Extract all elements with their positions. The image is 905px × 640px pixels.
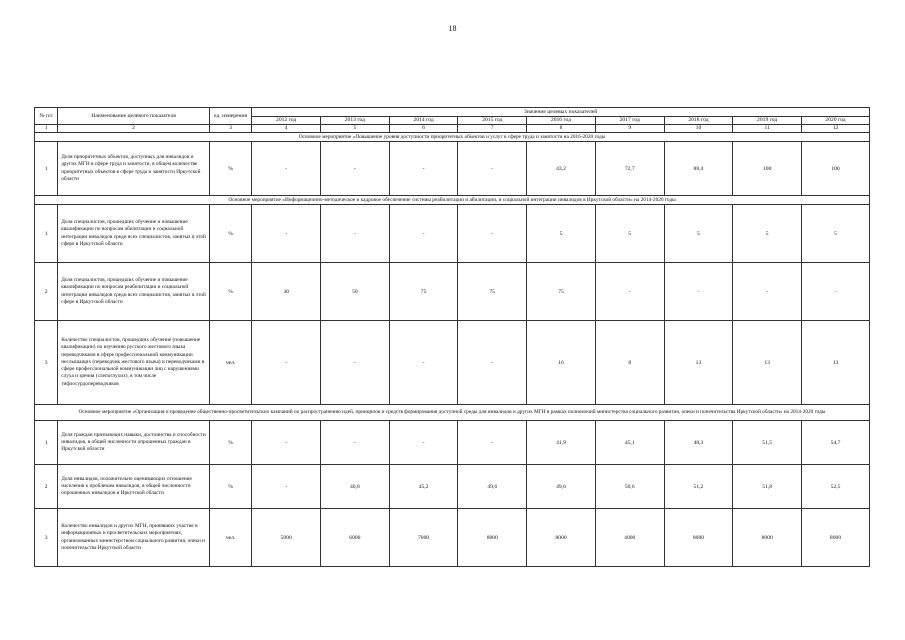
value-cell: -	[321, 205, 390, 263]
value-cell: 43,2	[527, 142, 596, 196]
target-indicators-table	[34, 107, 870, 567]
value-cell: 40,8	[321, 465, 390, 509]
value-cell: -	[458, 142, 527, 196]
value-cell: -	[252, 465, 321, 509]
row-number: 2	[35, 465, 58, 509]
value-cell: -	[321, 321, 390, 405]
row-number: 3	[35, 509, 58, 567]
value-cell: 13	[733, 321, 802, 405]
value-cell: -	[321, 142, 390, 196]
value-cell: 5	[802, 205, 870, 263]
value-cell: -	[252, 421, 321, 465]
value-cell: 8000	[527, 509, 596, 567]
value-cell: 50	[321, 263, 390, 321]
header-col-number: 1	[35, 125, 58, 133]
value-cell: 75	[389, 263, 458, 321]
section-title: Основное мероприятие «Повышение уровня доступности приоритетных объектов и услуг в сфере труда и занятости на 2016-2020 годы	[35, 133, 870, 142]
header-col-number: 2	[58, 125, 210, 133]
value-cell: -	[664, 263, 733, 321]
table-row	[35, 509, 870, 567]
value-cell: 8000	[733, 509, 802, 567]
indicator-name: Доля приоритетных объектов, доступных для инвалидов и других МГН в сфере труда и занятости, в общем количестве приоритетных объектов в сфере труда и занятости Иркутской области	[58, 142, 210, 196]
header-col-number: 3	[209, 125, 251, 133]
value-cell: -	[252, 205, 321, 263]
header-col-number: 4	[252, 125, 321, 133]
value-cell: 5	[733, 205, 802, 263]
value-cell: 41,9	[527, 421, 596, 465]
unit-cell: чел.	[209, 321, 251, 405]
value-cell: -	[252, 142, 321, 196]
value-cell: 51,5	[733, 421, 802, 465]
unit-cell: %	[209, 421, 251, 465]
value-cell: 6000	[321, 509, 390, 567]
value-cell: 52,5	[802, 465, 870, 509]
value-cell: 75	[527, 263, 596, 321]
value-cell: -	[389, 205, 458, 263]
row-number: 2	[35, 263, 58, 321]
header-name: Наименование целевого показателя	[58, 108, 210, 125]
indicator-name: Доля граждан признающих навыки, достоинства и способности инвалидов, в общей численности опрошенных граждан в Иркутской области	[58, 421, 210, 465]
value-cell: -	[458, 321, 527, 405]
value-cell: -	[458, 205, 527, 263]
section-row	[35, 405, 870, 421]
table-row	[35, 421, 870, 465]
value-cell: 100	[733, 142, 802, 196]
row-number: 1	[35, 421, 58, 465]
header-col-number: 12	[802, 125, 870, 133]
unit-cell: %	[209, 142, 251, 196]
header-col-number: 8	[527, 125, 596, 133]
header-col-number: 6	[389, 125, 458, 133]
value-cell: 8	[595, 321, 664, 405]
header-col-number: 9	[595, 125, 664, 133]
header-values: Значение целевых показателей	[252, 108, 870, 117]
value-cell: 5	[527, 205, 596, 263]
table-row	[35, 321, 870, 405]
value-cell: 88,4	[664, 142, 733, 196]
value-cell: 16	[527, 321, 596, 405]
value-cell: 72,7	[595, 142, 664, 196]
header-unit: ед. измерения	[209, 108, 251, 125]
page-number: 18	[448, 24, 457, 33]
value-cell: 51,8	[733, 465, 802, 509]
header-year: 2015 год	[458, 117, 527, 125]
header-col-number: 10	[664, 125, 733, 133]
value-cell: -	[252, 321, 321, 405]
header-col-number: 11	[733, 125, 802, 133]
value-cell: 49,6	[527, 465, 596, 509]
header-year: 2016 год	[527, 117, 596, 125]
unit-cell: %	[209, 205, 251, 263]
indicator-name: Доля инвалидов, положительно оценивающих отношение населения к проблемам инвалидов, в общей численности опрошенных инвалидов в Иркутской области	[58, 465, 210, 509]
table-row	[35, 142, 870, 196]
table-row	[35, 205, 870, 263]
value-cell: -	[733, 263, 802, 321]
value-cell: 100	[802, 142, 870, 196]
header-year: 2018 год	[664, 117, 733, 125]
header-year: 2019 год	[733, 117, 802, 125]
header-year: 2013 год	[321, 117, 390, 125]
value-cell: -	[802, 263, 870, 321]
value-cell: 5	[664, 205, 733, 263]
value-cell: 5	[595, 205, 664, 263]
value-cell: 30	[252, 263, 321, 321]
table-row	[35, 263, 870, 321]
value-cell: 54,7	[802, 421, 870, 465]
indicator-name: Доля специалистов, прошедших обучение и повышение квалификации по вопросам абилитации и социальной интеграции инвалидов среди всех специалистов, занятых в этой сфере в Иркутской области	[58, 205, 210, 263]
value-cell: 8000	[458, 509, 527, 567]
header-year: 2020 год	[802, 117, 870, 125]
value-cell: 8000	[802, 509, 870, 567]
section-title: Основное мероприятие «Информационно-методическое и кадровое обеспечение системы реабилитации и абилитации, и социальной интеграции инвалидов в Иркутской области» на 2014-2020 годы	[35, 196, 870, 205]
value-cell: 5000	[252, 509, 321, 567]
header-col-number: 7	[458, 125, 527, 133]
value-cell: 75	[458, 263, 527, 321]
value-cell: 48,3	[664, 421, 733, 465]
indicator-name: Количество инвалидов и других МГН, принявших участие в информационных и просветительских мероприятиях, организованных министерством социального развития, опеки и попечительства Иркутской области	[58, 509, 210, 567]
indicator-name: Доля специалистов, прошедших обучение и повышение квалификации по вопросам реабилитации и социальной интеграции инвалидов среди всех специалистов, занятых в этой сфере в Иркутской области	[58, 263, 210, 321]
header-year: 2012 год	[252, 117, 321, 125]
value-cell: 8000	[664, 509, 733, 567]
value-cell: -	[595, 263, 664, 321]
value-cell: -	[389, 142, 458, 196]
header-year: 2014 год	[389, 117, 458, 125]
unit-cell: %	[209, 465, 251, 509]
section-row	[35, 133, 870, 142]
section-row	[35, 196, 870, 205]
row-number: 1	[35, 142, 58, 196]
indicator-name: Количество специалистов, прошедших обучение (повышение квалификации) по изучению русского жестового языка переводчиками в сфере профессиональной коммуникации неслышащих (переводчик жестового языка) и переводчиками в сфере профессиональной коммуникации лиц с нарушениями слуха и зрения (слепоглухих), в том числе тифлосурдопереводчиков	[58, 321, 210, 405]
header-year: 2017 год	[595, 117, 664, 125]
value-cell: 45,1	[595, 421, 664, 465]
unit-cell: чел.	[209, 509, 251, 567]
value-cell: 45,2	[389, 465, 458, 509]
header-no: № п/с	[35, 108, 58, 125]
value-cell: 13	[664, 321, 733, 405]
value-cell: 7000	[389, 509, 458, 567]
table-row	[35, 465, 870, 509]
value-cell: 49,6	[458, 465, 527, 509]
value-cell: 13	[802, 321, 870, 405]
unit-cell: %	[209, 263, 251, 321]
value-cell: -	[389, 421, 458, 465]
value-cell: -	[389, 321, 458, 405]
value-cell: -	[321, 421, 390, 465]
row-number: 3	[35, 321, 58, 405]
value-cell: 50,6	[595, 465, 664, 509]
value-cell: 4000	[595, 509, 664, 567]
value-cell: 51,2	[664, 465, 733, 509]
row-number: 1	[35, 205, 58, 263]
value-cell: -	[458, 421, 527, 465]
section-title: Основное мероприятие «Организация и проведение общественно-просветительских кампаний по распространению идей, принципов и средств формирования доступной среды для инвалидов и других МГН в рамках полномочий министерства социального развития, опеки и попечительства Иркутской области» на 2014-2020 годы	[35, 405, 870, 421]
header-col-number: 5	[321, 125, 390, 133]
